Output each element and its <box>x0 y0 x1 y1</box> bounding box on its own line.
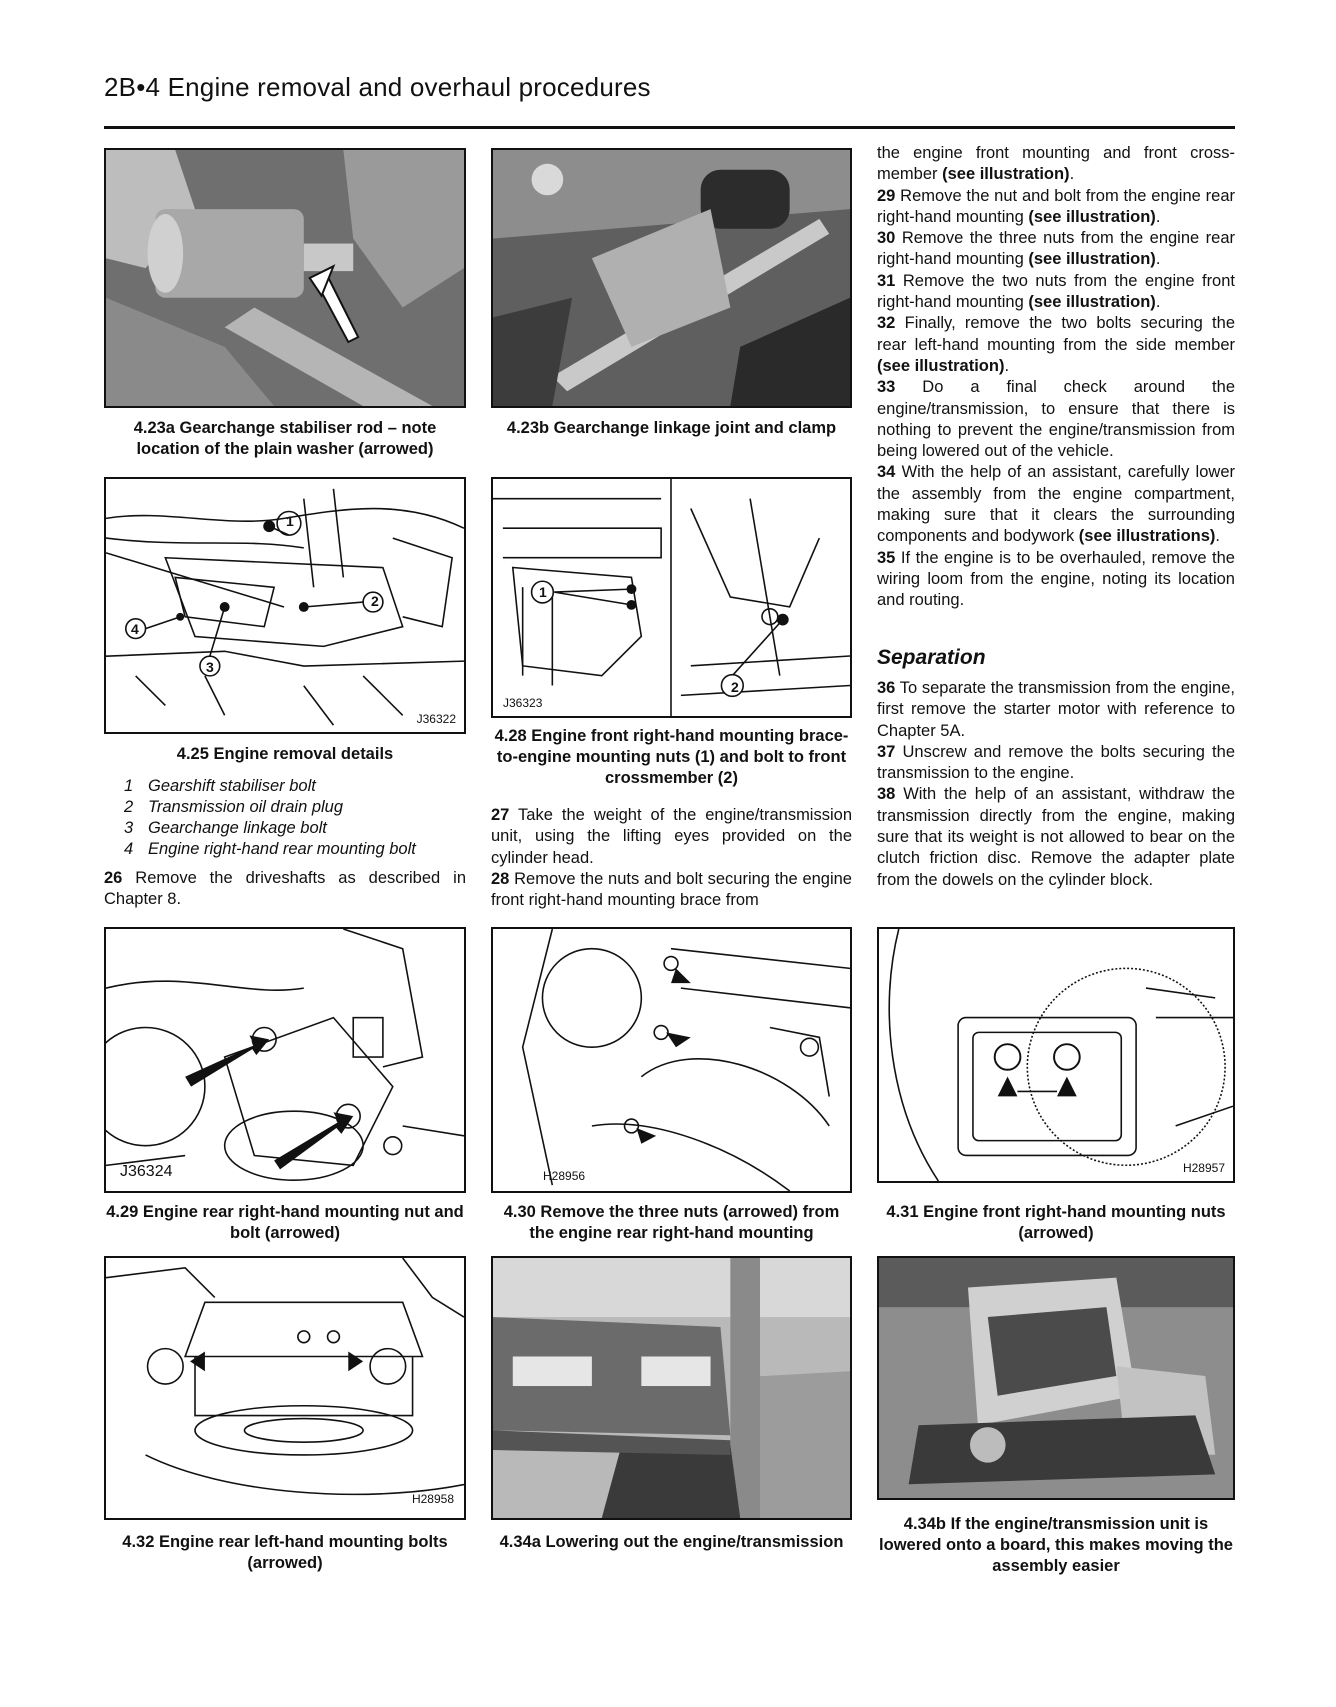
caption-4-23a: 4.23a Gearchange stabiliser rod – note location of the plain washer (arrowed) <box>133 419 437 458</box>
header-rule <box>104 126 1235 129</box>
step-text: Unscrew and remove the bolts securing the transmission to the engine. <box>877 742 1235 783</box>
callout-1: 1 <box>286 513 294 529</box>
paragraph-26 <box>104 868 466 911</box>
front-mounting-nuts-diagram <box>879 929 1233 1181</box>
legend-num: 2 <box>124 798 134 816</box>
see-illustration: (see illustration) <box>877 356 1005 375</box>
legend-num: 4 <box>124 840 134 858</box>
figure-4-28-drawing <box>491 477 852 718</box>
see-illustrations: (see illustrations) <box>1078 527 1216 546</box>
section-heading-separation: Separation <box>877 646 986 669</box>
legend-row <box>124 818 464 839</box>
figure-4-29-drawing <box>104 927 466 1193</box>
paragraph-28 <box>491 869 852 912</box>
paragraph-36 <box>877 678 1235 742</box>
photo-linkage-joint <box>493 150 850 406</box>
legend-text: Transmission oil drain plug <box>148 798 344 816</box>
legend-row <box>124 797 464 818</box>
see-illustration: (see illustration) <box>1028 293 1156 312</box>
paragraph-34 <box>877 462 1235 547</box>
step-text: Remove the nut and bolt from the engine rear right-hand mounting <box>877 186 1235 226</box>
rear-mounting-diagram <box>106 929 464 1191</box>
step-text: With the help of an assistant, withdraw the transmission directly from the engine, making sure that its weight is not allowed to bear on the clutch friction disc. Remove the adapter plate from the dowels on the cylinder block. <box>877 785 1235 889</box>
callout-2: 2 <box>731 679 739 695</box>
paragraph-29 <box>877 186 1235 229</box>
figure-4-30-drawing <box>491 927 852 1193</box>
paragraph-37 <box>877 742 1235 785</box>
caption-4-29: 4.29 Engine rear right-hand mounting nut and bolt (arrowed) <box>106 1203 464 1242</box>
figure-code: H28958 <box>411 1492 454 1506</box>
caption-4-23b: 4.23b Gearchange linkage joint and clamp <box>506 419 837 437</box>
step-number: 35 <box>877 548 896 567</box>
paragraph-35 <box>877 548 1235 612</box>
rear-left-mounting-diagram <box>106 1258 464 1518</box>
step-text: Remove the nuts and bolt securing the engine front right-hand mounting brace from <box>491 869 852 910</box>
caption-4-28: 4.28 Engine front right-hand mounting brace-to-engine mounting nuts (1) and bolt to front crossmember (2) <box>494 727 849 787</box>
paragraph-32 <box>877 313 1235 377</box>
caption-4-32: 4.32 Engine rear left-hand mounting bolts (arrowed) <box>122 1533 448 1572</box>
paragraph-38 <box>877 784 1235 890</box>
step-number: 32 <box>877 314 896 333</box>
step-number: 28 <box>491 869 510 888</box>
paragraph-28-cont <box>877 143 1235 186</box>
step-text: the engine front mounting and front cross-member <box>877 144 1235 184</box>
figure-4-31-drawing <box>877 927 1235 1183</box>
figure-4-23a-photo <box>104 148 466 408</box>
step-text: To separate the transmission from the engine, first remove the starter motor with reference to Chapter 5A. <box>877 679 1235 740</box>
callout-2: 2 <box>371 593 379 609</box>
figure-4-34a-photo <box>491 1256 852 1520</box>
step-number: 27 <box>491 806 510 824</box>
paragraph-27 <box>491 805 852 869</box>
callout-1: 1 <box>539 584 547 600</box>
legend-num: 1 <box>124 777 134 795</box>
photo-lowering-engine <box>493 1258 850 1518</box>
see-illustration: (see illustration) <box>942 165 1070 184</box>
caption-4-30: 4.30 Remove the three nuts (arrowed) from the engine rear right-hand mounting <box>503 1203 840 1242</box>
caption-4-34b: 4.34b If the engine/transmission unit is lowered onto a board, this makes moving the assembly easier <box>879 1515 1233 1575</box>
legend-text: Gearshift stabiliser bolt <box>148 777 316 795</box>
page-header: 2B•4 Engine removal and overhaul procedures <box>104 72 651 102</box>
rear-mounting-nuts-diagram <box>493 929 850 1191</box>
legend-row <box>124 776 464 797</box>
period: . <box>1069 165 1075 184</box>
column-3-text <box>877 143 1235 612</box>
step-number: 38 <box>877 785 896 804</box>
figure-4-32-drawing <box>104 1256 466 1520</box>
figure-code: J36323 <box>503 696 543 710</box>
see-illustration: (see illustration) <box>1028 207 1156 226</box>
step-number: 33 <box>877 378 896 397</box>
step-number: 30 <box>877 229 896 248</box>
callout-3: 3 <box>206 659 214 675</box>
step-number: 36 <box>877 679 896 697</box>
legend-num: 3 <box>124 819 134 837</box>
column-2-text <box>491 805 852 911</box>
caption-4-25: 4.25 Engine removal details <box>176 745 394 763</box>
figure-code: H28956 <box>543 1169 586 1183</box>
step-text: With the help of an assistant, carefully lower the assembly from the engine compartment, making sure that it clears the surrounding components and bodywork <box>877 463 1235 546</box>
callout-4: 4 <box>131 621 139 637</box>
step-text: Do a final check around the engine/transmission, to ensure that there is nothing to prevent the engine/transmission from being lowered out of the vehicle. <box>877 378 1235 461</box>
step-text: If the engine is to be overhauled, remove the wiring loom from the engine, noting its location and routing. <box>877 548 1235 610</box>
step-text: Take the weight of the engine/transmission unit, using the lifting eyes provided on the cylinder head. <box>491 806 852 867</box>
period: . <box>1155 250 1161 269</box>
caption-4-34a: 4.34a Lowering out the engine/transmission <box>499 1533 844 1551</box>
legend-4-25 <box>124 776 464 860</box>
period: . <box>1215 527 1221 546</box>
column-3-text-lower <box>877 678 1235 891</box>
step-text: Remove the driveshafts as described in Chapter 8. <box>104 869 466 909</box>
figure-code: J36324 <box>120 1163 173 1180</box>
figure-4-34b-photo <box>877 1256 1235 1500</box>
see-illustration: (see illustration) <box>1028 250 1156 269</box>
step-number: 29 <box>877 186 896 205</box>
paragraph-30 <box>877 228 1235 271</box>
paragraph-31 <box>877 271 1235 314</box>
step-number: 26 <box>104 869 123 887</box>
figure-code: H28957 <box>1182 1161 1225 1175</box>
paragraph-33 <box>877 377 1235 462</box>
figure-4-23b-photo <box>491 148 852 408</box>
figure-4-25-drawing <box>104 477 466 734</box>
legend-text: Gearchange linkage bolt <box>148 819 327 837</box>
step-number: 31 <box>877 271 896 290</box>
period: . <box>1004 356 1010 375</box>
figure-code: J36322 <box>416 712 456 726</box>
legend-row <box>124 839 464 860</box>
step-text: Remove the two nuts from the engine front right-hand mounting <box>877 271 1235 312</box>
caption-4-31: 4.31 Engine front right-hand mounting nuts (arrowed) <box>886 1203 1226 1242</box>
engine-removal-diagram <box>106 479 464 732</box>
step-text: Finally, remove the two bolts securing the rear left-hand mounting from the side member <box>877 314 1235 354</box>
step-number: 37 <box>877 742 896 761</box>
photo-stabiliser-rod <box>106 150 464 406</box>
step-text: Remove the three nuts from the engine rear right-hand mounting <box>877 229 1235 269</box>
photo-engine-on-board <box>879 1258 1233 1498</box>
step-number: 34 <box>877 463 896 482</box>
period: . <box>1155 207 1161 226</box>
legend-text: Engine right-hand rear mounting bolt <box>148 840 416 858</box>
period: . <box>1155 293 1161 312</box>
